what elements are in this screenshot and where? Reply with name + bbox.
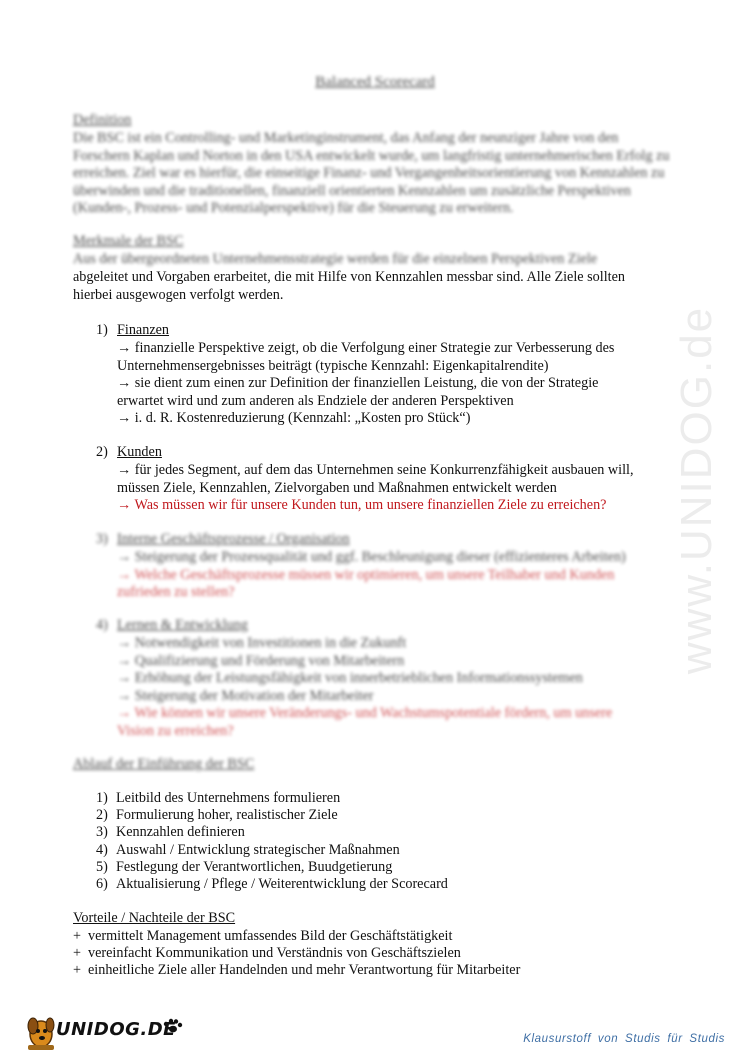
section-line: → Notwendigkeit von Investitionen in die Zukunft <box>117 635 407 651</box>
section-heading: Lernen & Entwicklung <box>117 617 248 633</box>
list-item: 5) Festlegung der Verantwortlichen, Buudgetierung <box>96 858 393 875</box>
list-item: + vereinfacht Kommunikation und Verständnis von Geschäftszielen <box>73 945 461 962</box>
ablauf-list <box>96 790 448 893</box>
merkmale-intro <box>73 269 693 304</box>
section-line: → sie dient zum einen zur Definition der finanziellen Leistung, die von der Strategie <box>117 375 599 391</box>
list-item: 3) Kennzahlen definieren <box>96 824 245 841</box>
section-line: → Steigerung der Motivation der Mitarbeiter <box>117 687 374 704</box>
section-number: 3) <box>96 531 108 547</box>
section-heading: Finanzen <box>117 322 170 338</box>
section-question: → Was müssen wir für unsere Kunden tun, um unsere finanziellen Ziele zu erreichen? <box>117 497 607 513</box>
logo-text: UNIDOG.DE <box>56 1019 176 1040</box>
section-line: Unternehmensergebnisses beiträgt (typische Kennzahl: Eigenkapitalrendite) <box>117 357 549 374</box>
footer-tagline: Klausurstoff von Studis für Studis <box>523 1033 725 1045</box>
section-question: → Wie können wir unsere Veränderungs- und Wachstumspotentiale fördern, um unsere <box>117 705 613 721</box>
list-item: + vermittelt Management umfassendes Bild der Geschäftstätigkeit <box>73 928 453 944</box>
section-heading: Interne Geschäftsprozesse / Organisation <box>117 531 350 547</box>
section-line: müssen Ziele, Kennzahlen, Zielvorgaben und Maßnahmen entwickelt werden <box>117 479 557 496</box>
section-question: → Welche Geschäftsprozesse müssen wir optimieren, um unsere Teilhaber und Kunden <box>117 566 615 583</box>
list-item: 4) Auswahl / Entwicklung strategischer Maßnahmen <box>96 841 400 858</box>
section-line: → i. d. R. Kostenreduzierung (Kennzahl: „Kosten pro Stück“) <box>117 410 471 426</box>
list-item: + einheitliche Ziele aller Handelnden und mehr Verantwortung für Mitarbeiter <box>73 962 521 979</box>
section-line: → Erhöhung der Leistungsfähigkeit von innerbetrieblichen Informationssystemen <box>117 670 583 686</box>
list-item: 2) Formulierung hoher, realistischer Ziele <box>96 807 338 824</box>
vorteile-list <box>73 928 520 980</box>
merkmale-intro-line: abgeleitet und Vorgaben erarbeitet, die mit Hilfe von Kennzahlen messbar sind. Alle Ziele sollten <box>73 269 625 285</box>
merkmale-intro-blurred: Aus der übergeordneten Unternehmensstrategie werden für die einzelnen Perspektiven Ziele <box>73 251 598 267</box>
section-line: → finanzielle Perspektive zeigt, ob die Verfolgung einer Strategie zur Verbesserung des <box>117 340 615 356</box>
definition-heading: Definition <box>73 112 132 128</box>
vorteile-heading: Vorteile / Nachteile der BSC <box>73 910 236 926</box>
definition-text: Die BSC ist ein Controlling- und Marketinginstrument, das Anfang der neunziger Jahre von den Forschern Kaplan und Norton in den USA entwickelt wurde, um langfristig unternehmerischen Erfolg zu erreichen. Ziel war es hierfür, die einseitige Finanz- und Vergangenheitsorientierung von Kennzahlen zu überwinden und die traditionellen, finanziell orientierten Kennzahlen um zusätzliche Perspektiven (Kunden-, Prozess- und Potenzialperspektive) für die Steuerung zu erweitern. <box>73 130 670 216</box>
list-item: 1) Leitbild des Unternehmens formulieren <box>96 790 341 806</box>
section-number: 4) <box>96 617 108 633</box>
section-line: → Qualifizierung und Förderung von Mitarbeitern <box>117 652 405 669</box>
section-question: zufrieden zu stellen? <box>117 584 235 600</box>
section-question: Vision zu erreichen? <box>117 722 234 739</box>
section-line: erwartet wird und zum anderen als Endziele der anderen Perspektiven <box>117 392 514 409</box>
ablauf-heading: Ablauf der Einführung der BSC <box>73 756 255 772</box>
section-heading: Kunden <box>117 444 162 460</box>
section-number: 1) <box>96 322 108 338</box>
section-number: 2) <box>96 444 108 460</box>
merkmale-intro-line: hierbei ausgewogen verfolgt werden. <box>73 286 284 303</box>
merkmale-heading: Merkmale der BSC <box>73 233 184 249</box>
dog-icon <box>28 1018 54 1050</box>
section-line: → Steigerung der Prozessqualität und ggf. Beschleunigung dieser (effizienteres Arbeiten) <box>117 549 626 565</box>
section-line: → für jedes Segment, auf dem das Unternehmen seine Konkurrenzfähigkeit ausbauen will, <box>117 462 634 478</box>
list-item: 6) Aktualisierung / Pflege / Weiterentwicklung der Scorecard <box>96 875 448 892</box>
page-title: Balanced Scorecard <box>315 74 435 90</box>
